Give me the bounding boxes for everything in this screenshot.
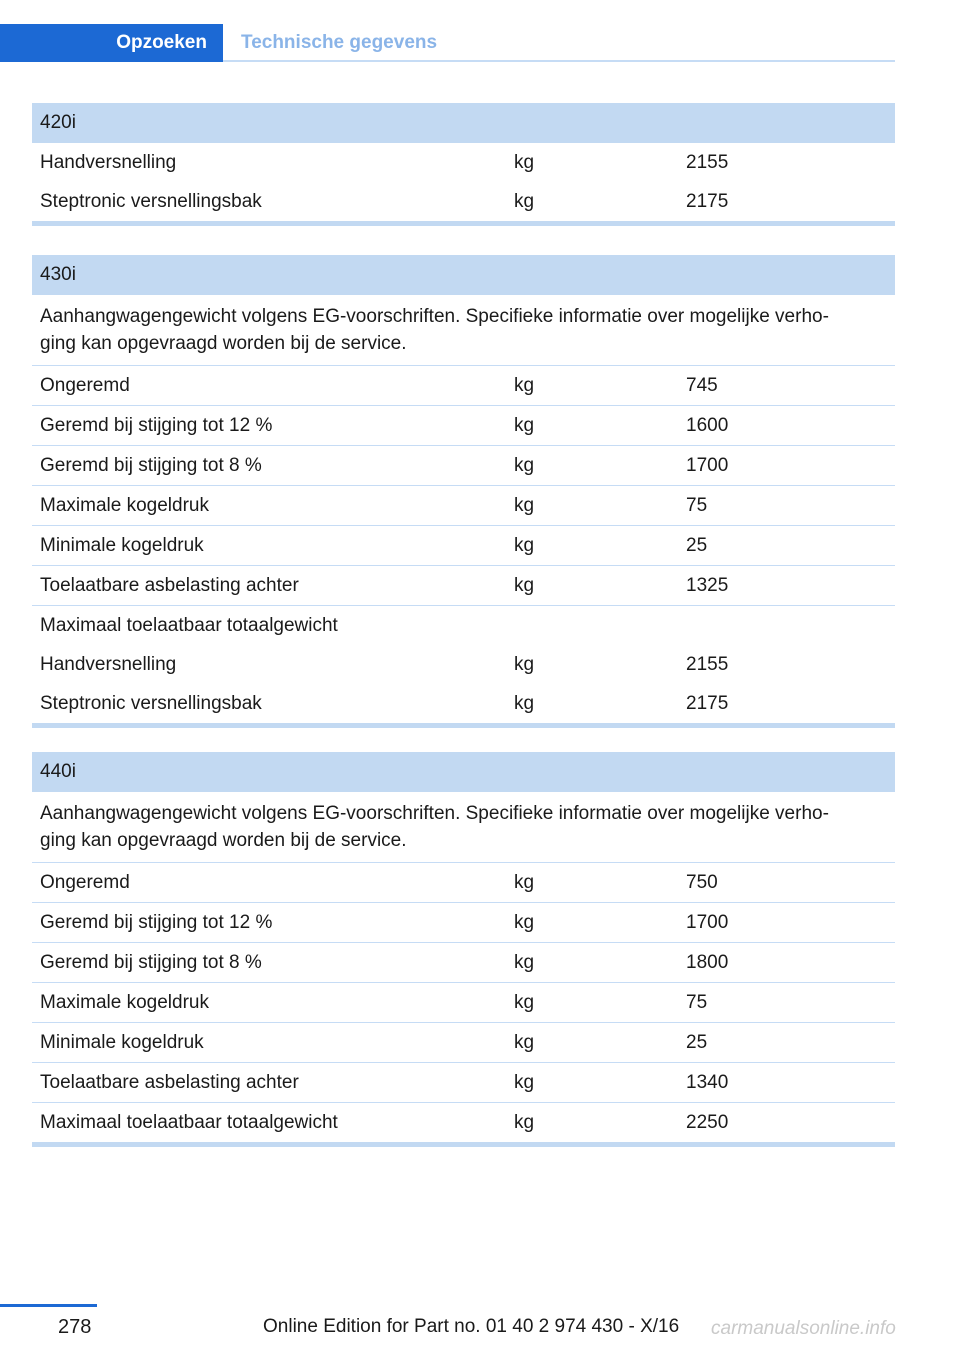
- table-row: [32, 983, 895, 1023]
- row-unit: kg: [514, 534, 535, 556]
- row-value: 25: [686, 1031, 708, 1053]
- table-row: [32, 366, 895, 406]
- table-row: [32, 406, 895, 446]
- table-subheading: [32, 606, 895, 645]
- edition-text: Online Edition for Part no. 01 40 2 974 430 - X/16: [263, 1316, 680, 1337]
- note-line: ging kan opgevraagd worden bij de service.: [40, 333, 407, 354]
- row-label: Geremd bij stijging tot 12 %: [40, 911, 273, 933]
- note-line: Aanhangwagengewicht volgens EG-voorschriften. Specifieke informatie over mogelijke verho‐: [40, 803, 829, 824]
- row-value: 745: [686, 374, 718, 396]
- row-value: 1600: [686, 414, 729, 436]
- table-row: [32, 446, 895, 486]
- table-row: [32, 566, 895, 606]
- row-value: 75: [686, 991, 708, 1013]
- row-value: 2155: [686, 151, 729, 173]
- table-title: 430i: [32, 255, 895, 295]
- table-row: [32, 943, 895, 983]
- row-unit: kg: [514, 151, 535, 173]
- row-value: 75: [686, 494, 708, 516]
- header-divider: [223, 60, 895, 62]
- row-value: 1325: [686, 574, 729, 596]
- table-title: 420i: [32, 103, 895, 143]
- note-line: ging kan opgevraagd worden bij de service.: [40, 830, 407, 851]
- table-title: 440i: [32, 752, 895, 792]
- row-value: 2175: [686, 190, 729, 212]
- row-value: 2175: [686, 692, 729, 714]
- row-value: 2250: [686, 1111, 729, 1133]
- row-unit: kg: [514, 1031, 535, 1053]
- row-label: Minimale kogeldruk: [40, 1031, 204, 1053]
- table-row: [32, 486, 895, 526]
- table-bottom-bar: [32, 1142, 895, 1147]
- row-value: 1340: [686, 1071, 729, 1093]
- row-label: Minimale kogeldruk: [40, 534, 204, 556]
- row-label: Steptronic versnellingsbak: [40, 692, 262, 714]
- table-430i: [32, 255, 895, 728]
- row-value: 1700: [686, 454, 729, 476]
- table-row: [32, 903, 895, 943]
- row-unit: kg: [514, 871, 535, 893]
- row-label: Maximaal toelaatbaar totaalgewicht: [40, 1111, 338, 1133]
- row-value: 2155: [686, 653, 729, 675]
- row-unit: kg: [514, 1111, 535, 1133]
- table-row: [32, 143, 895, 182]
- page-number: 278: [58, 1316, 92, 1338]
- table-bottom-bar: [32, 221, 895, 226]
- table-row: [32, 1023, 895, 1063]
- row-unit: kg: [514, 991, 535, 1013]
- row-label: Ongeremd: [40, 871, 130, 893]
- note-line: Aanhangwagengewicht volgens EG-voorschriften. Specifieke informatie over mogelijke verho‐: [40, 306, 829, 327]
- row-label: Geremd bij stijging tot 12 %: [40, 414, 273, 436]
- row-unit: kg: [514, 574, 535, 596]
- row-label: Geremd bij stijging tot 8 %: [40, 951, 262, 973]
- table-row: [32, 645, 895, 684]
- row-label: Ongeremd: [40, 374, 130, 396]
- row-label: Toelaatbare asbelasting achter: [40, 574, 299, 596]
- table-420i: [32, 103, 895, 226]
- row-label: Maximaal toelaatbaar totaalgewicht: [40, 614, 338, 636]
- tab-opzoeken[interactable]: Opzoeken: [0, 24, 223, 62]
- row-value: 1800: [686, 951, 729, 973]
- row-label: Geremd bij stijging tot 8 %: [40, 454, 262, 476]
- row-value: 750: [686, 871, 718, 893]
- table-row: [32, 1063, 895, 1103]
- row-label: Maximale kogeldruk: [40, 991, 209, 1013]
- watermark-logo: carmanualsonline.info: [711, 1318, 896, 1339]
- row-unit: kg: [514, 454, 535, 476]
- row-unit: kg: [514, 653, 535, 675]
- row-unit: kg: [514, 951, 535, 973]
- table-row: [32, 1103, 895, 1142]
- row-unit: kg: [514, 414, 535, 436]
- row-unit: kg: [514, 911, 535, 933]
- table-row: [32, 863, 895, 903]
- table-note: [32, 295, 895, 366]
- tab-technische-gegevens[interactable]: Technische gegevens: [241, 32, 438, 53]
- row-unit: kg: [514, 190, 535, 212]
- footer-accent-line: [0, 1304, 97, 1307]
- row-label: Steptronic versnellingsbak: [40, 190, 262, 212]
- table-note: [32, 792, 895, 863]
- row-label: Handversnelling: [40, 653, 177, 675]
- row-label: Maximale kogeldruk: [40, 494, 209, 516]
- table-row: [32, 182, 895, 221]
- table-440i: [32, 752, 895, 1147]
- table-bottom-bar: [32, 723, 895, 728]
- table-row: [32, 684, 895, 723]
- row-unit: kg: [514, 494, 535, 516]
- row-value: 25: [686, 534, 708, 556]
- row-unit: kg: [514, 374, 535, 396]
- page-header: [0, 24, 895, 62]
- table-row: [32, 526, 895, 566]
- row-label: Handversnelling: [40, 151, 177, 173]
- row-unit: kg: [514, 1071, 535, 1093]
- row-value: 1700: [686, 911, 729, 933]
- row-label: Toelaatbare asbelasting achter: [40, 1071, 299, 1093]
- row-unit: kg: [514, 692, 535, 714]
